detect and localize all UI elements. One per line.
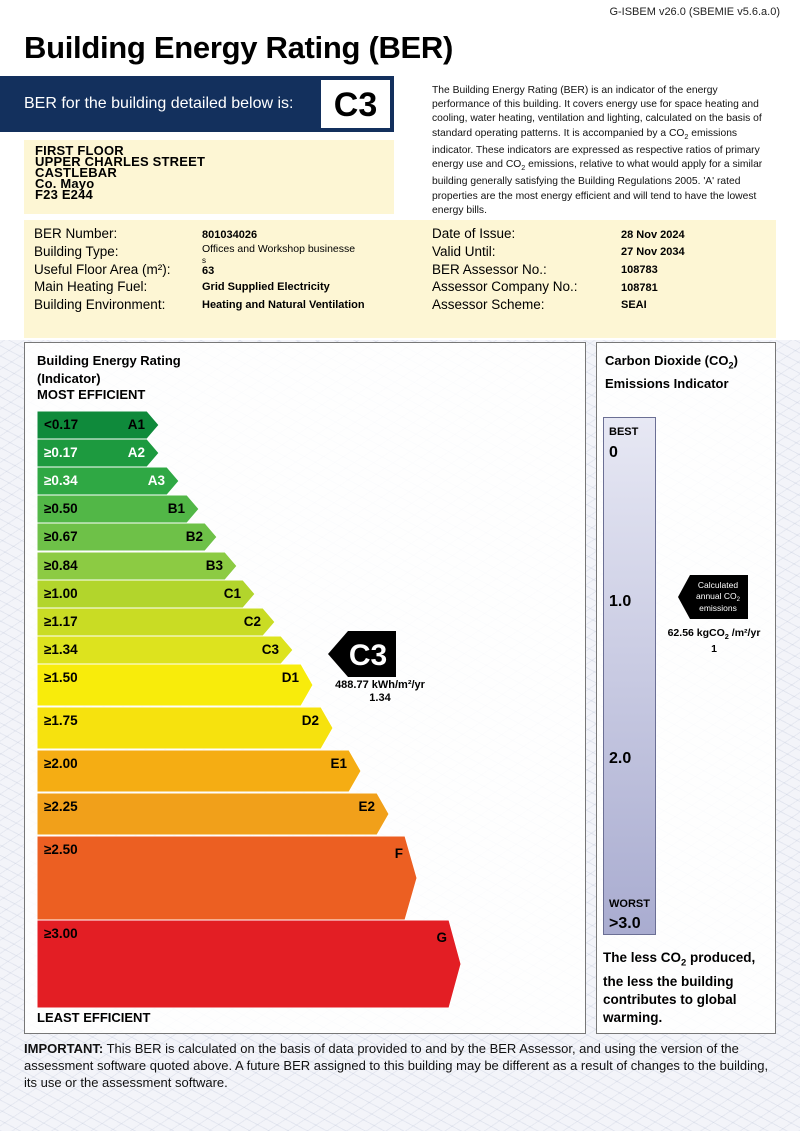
ber-banner-label: BER for the building detailed below is: bbox=[24, 95, 294, 112]
ber-band-e2 bbox=[37, 793, 389, 835]
co2-value bbox=[655, 627, 773, 656]
issue-date-label: Date of Issue: bbox=[432, 226, 516, 241]
current-rating-value bbox=[315, 679, 445, 705]
environment-label: Building Environment: bbox=[34, 297, 166, 312]
building-type-extra: s bbox=[202, 256, 206, 265]
ber-rating-box: C3 bbox=[320, 79, 391, 129]
ber-scale-title-line-1: Building Energy Rating bbox=[37, 353, 181, 368]
co2-title-part-2: ) bbox=[733, 353, 738, 368]
co2-arrow-line-1: Calculated bbox=[697, 580, 739, 590]
co2-note-sub: 2 bbox=[681, 957, 687, 969]
ber-band-g bbox=[37, 920, 461, 1008]
co2-best-label: BEST bbox=[609, 426, 639, 438]
ber-band-threshold: ≥2.00 bbox=[44, 756, 78, 771]
ber-band-threshold: ≥0.17 bbox=[44, 445, 78, 460]
ber-band-c3 bbox=[37, 636, 293, 664]
address-line-4: Co. Mayo bbox=[35, 176, 95, 191]
ber-band-shape-d2 bbox=[37, 707, 333, 749]
current-rating-energy: 488.77 kWh/m²/yr bbox=[335, 679, 425, 691]
page-title: Building Energy Rating (BER) bbox=[24, 30, 454, 65]
company-no-value: 108781 bbox=[621, 282, 658, 294]
ber-number-value: 801034026 bbox=[202, 229, 258, 241]
assessor-no-value: 108783 bbox=[621, 264, 658, 276]
ber-band-threshold: ≥1.50 bbox=[44, 670, 78, 685]
current-rating-arrow bbox=[328, 631, 398, 677]
important-notice bbox=[24, 1040, 776, 1091]
least-efficient-label: LEAST EFFICIENT bbox=[37, 1010, 151, 1025]
intro-part-3: emissions, relative to what would apply for a similar building generally satisfying the Building Regulations 2005. 'A' rated properties are the most energy efficient and will tend to have the lowest energy bills. bbox=[432, 159, 763, 216]
building-type-label: Building Type: bbox=[34, 244, 119, 259]
ber-band-threshold: ≥0.84 bbox=[44, 558, 78, 573]
ber-band-threshold: ≥0.67 bbox=[44, 529, 78, 544]
co2-note bbox=[603, 949, 773, 1027]
ber-band-shape-f bbox=[37, 836, 417, 920]
ber-band-name: E2 bbox=[358, 799, 375, 814]
co2-indicator-panel bbox=[596, 342, 776, 1034]
ber-band-d1 bbox=[37, 664, 313, 706]
ber-intro-text bbox=[432, 84, 772, 218]
co2-value-line-2: 1 bbox=[711, 643, 717, 656]
ber-band-name: D1 bbox=[281, 670, 299, 685]
address-line-1: FIRST FLOOR bbox=[35, 143, 124, 158]
ber-band-threshold: ≥2.50 bbox=[44, 842, 78, 857]
important-label: IMPORTANT: bbox=[24, 1041, 104, 1056]
intro-part-1: The Building Energy Rating (BER) is an indicator of the energy performance of this building. It covers energy use for space heating and cooling, water heating, ventilation and lighting, calculated on the basis of standard operating patterns. It is accompanied by a CO bbox=[432, 85, 762, 139]
co2-title-sub: 2 bbox=[728, 360, 734, 371]
co2-mark-1: 1.0 bbox=[609, 593, 632, 610]
ber-band-threshold: <0.17 bbox=[44, 417, 79, 432]
co2-worst-value: >3.0 bbox=[609, 915, 641, 932]
co2-arrow-line-2: annual CO bbox=[696, 591, 737, 601]
co2-title bbox=[605, 352, 738, 393]
ber-banner bbox=[0, 76, 394, 132]
intro-sub-1: 2 bbox=[684, 131, 689, 141]
ber-band-threshold: ≥2.25 bbox=[44, 799, 78, 814]
ber-band-e1 bbox=[37, 750, 361, 792]
floor-area-value: 63 bbox=[202, 265, 215, 277]
ber-band-name: E1 bbox=[330, 756, 347, 771]
ber-band-a3 bbox=[37, 467, 179, 495]
ber-band-threshold: ≥0.50 bbox=[44, 501, 78, 516]
ber-band-shape-e1 bbox=[37, 750, 361, 792]
scheme-label: Assessor Scheme: bbox=[432, 297, 545, 312]
current-rating-ratio: 1.34 bbox=[369, 692, 391, 704]
co2-best-value: 0 bbox=[609, 444, 618, 461]
important-text: This BER is calculated on the basis of data provided to and by the BER Assessor, and using the version of the assessment software quoted above. A future BER assigned to this building may be different as a result of changes to the building, its use or the assessment software. bbox=[24, 1041, 769, 1090]
co2-worst-label: WORST bbox=[609, 898, 650, 910]
ber-band-shape-d1 bbox=[37, 664, 313, 706]
co2-note-part-1: The less CO bbox=[603, 950, 682, 965]
ber-band-c2 bbox=[37, 608, 275, 636]
issue-date-value: 28 Nov 2024 bbox=[621, 229, 685, 241]
co2-arrow-line-3: emissions bbox=[699, 603, 737, 613]
address-line-2: UPPER CHARLES STREET bbox=[35, 154, 206, 169]
address-line-3: CASTLEBAR bbox=[35, 165, 117, 180]
co2-title-line-2: Emissions Indicator bbox=[605, 375, 729, 391]
ber-band-b1 bbox=[37, 495, 199, 523]
ber-band-threshold: ≥1.00 bbox=[44, 586, 78, 601]
heating-fuel-value: Grid Supplied Electricity bbox=[202, 281, 330, 293]
co2-value-part-2: /m²/yr bbox=[728, 627, 761, 639]
ber-band-shape-e2 bbox=[37, 793, 389, 835]
ber-band-name: B1 bbox=[167, 501, 185, 516]
floor-area-label: Useful Floor Area (m²): bbox=[34, 262, 171, 277]
ber-band-name: D2 bbox=[301, 713, 319, 728]
ber-band-name: G bbox=[436, 930, 447, 945]
ber-band-name: A3 bbox=[147, 473, 165, 488]
address-line-5: F23 E244 bbox=[35, 187, 93, 202]
building-details bbox=[24, 220, 776, 338]
ber-scale-title bbox=[37, 352, 181, 388]
ber-band-f bbox=[37, 836, 417, 920]
co2-arrow-sub: 2 bbox=[736, 597, 740, 603]
ber-band-threshold: ≥0.34 bbox=[44, 473, 78, 488]
ber-band-threshold: ≥1.34 bbox=[44, 642, 78, 657]
assessor-no-label: BER Assessor No.: bbox=[432, 262, 547, 277]
ber-band-name: A1 bbox=[127, 417, 145, 432]
co2-value-part-1: 62.56 kgCO bbox=[667, 627, 725, 639]
scheme-value: SEAI bbox=[621, 299, 647, 311]
ber-number-label: BER Number: bbox=[34, 226, 118, 241]
ber-band-d2 bbox=[37, 707, 333, 749]
intro-sub-2: 2 bbox=[521, 163, 526, 173]
ber-band-b2 bbox=[37, 523, 217, 551]
building-address bbox=[24, 140, 394, 214]
building-type-value: Offices and Workshop businesse bbox=[202, 243, 356, 255]
environment-value: Heating and Natural Ventilation bbox=[202, 299, 365, 311]
co2-value-sub: 2 bbox=[724, 632, 729, 642]
ber-band-shape-g bbox=[37, 920, 461, 1008]
ber-band-name: B3 bbox=[205, 558, 223, 573]
ber-band-threshold: ≥1.17 bbox=[44, 614, 78, 629]
co2-arrow bbox=[678, 575, 748, 619]
valid-until-value: 27 Nov 2034 bbox=[621, 246, 685, 258]
co2-note-part-2: produced, the less the building contributes to global warming. bbox=[603, 950, 756, 1025]
most-efficient-label: MOST EFFICIENT bbox=[37, 387, 146, 402]
co2-mark-2: 2.0 bbox=[609, 750, 632, 767]
ber-scale-panel bbox=[24, 342, 586, 1034]
valid-until-label: Valid Until: bbox=[432, 244, 496, 259]
ber-band-name: C1 bbox=[223, 586, 241, 601]
ber-band-threshold: ≥3.00 bbox=[44, 926, 78, 941]
ber-band-name: C2 bbox=[243, 614, 261, 629]
intro-part-2: emissions indicator. These indicators are expressed as respective ratios of primary energy use and CO bbox=[432, 127, 760, 171]
ber-band-c1 bbox=[37, 580, 255, 608]
ber-band-name: C3 bbox=[261, 642, 279, 657]
ber-band-name: A2 bbox=[127, 445, 145, 460]
ber-band-a1 bbox=[37, 411, 159, 439]
software-version: G-ISBEM v26.0 (SBEMIE v5.6.a.0) bbox=[609, 6, 780, 18]
current-rating-arrow-label: C3 bbox=[348, 639, 388, 672]
ber-band-b3 bbox=[37, 552, 237, 580]
company-no-label: Assessor Company No.: bbox=[432, 279, 578, 294]
heating-fuel-label: Main Heating Fuel: bbox=[34, 279, 148, 294]
co2-scale-bar bbox=[603, 417, 656, 935]
ber-scale-title-line-2: (Indicator) bbox=[37, 371, 101, 386]
ber-band-threshold: ≥1.75 bbox=[44, 713, 78, 728]
ber-band-a2 bbox=[37, 439, 159, 467]
co2-title-part-1: Carbon Dioxide (CO bbox=[605, 353, 729, 368]
ber-band-name: F bbox=[394, 846, 403, 861]
ber-band-name: B2 bbox=[185, 529, 203, 544]
